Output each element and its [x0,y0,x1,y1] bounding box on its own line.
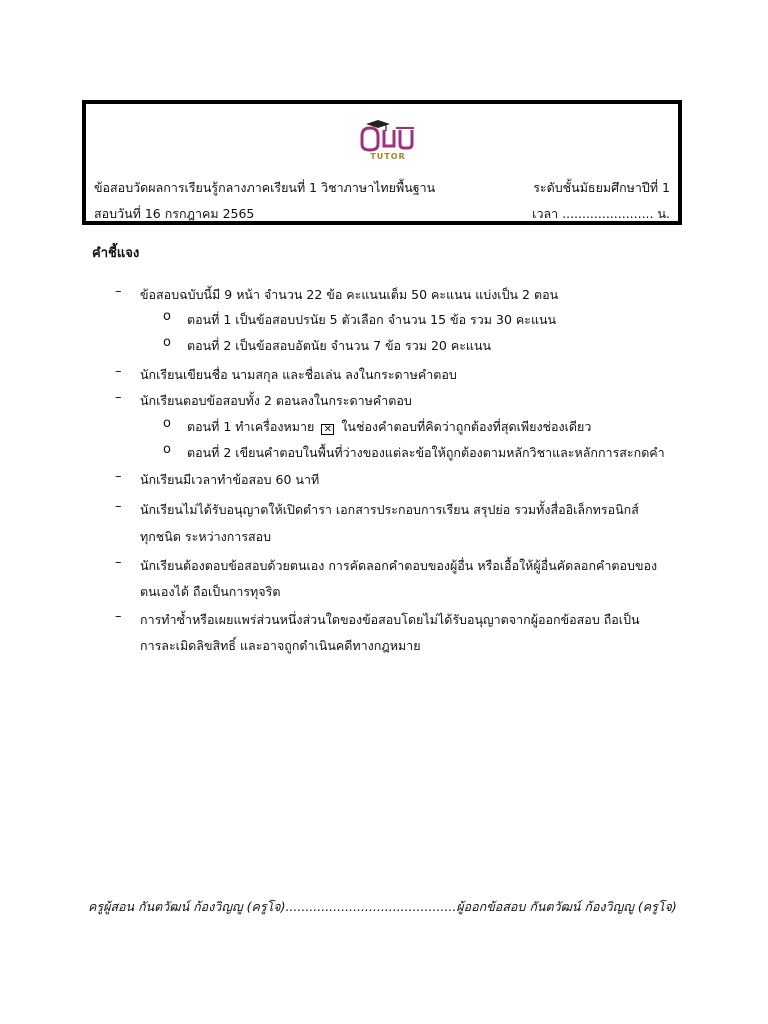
dash-bullet: – [115,609,122,624]
instruction-item: นักเรียนต้องตอบข้อสอบด้วยตนเอง การคัดลอกคำตอบของผู้อื่น หรือเอื้อให้ผู้อื่นคัดลอกคำตอบของ [140,558,658,573]
instruction-subitem: ตอนที่ 1 เป็นข้อสอบปรนัย 5 ตัวเลือก จำนวน 15 ข้อ รวม 30 คะแนน [187,312,557,327]
x-mark-box-icon: ✕ [321,424,334,435]
tutor-logo [356,118,420,168]
dash-bullet: – [115,284,122,299]
instruction-item: นักเรียนตอบข้อสอบทั้ง 2 ตอนลงในกระดาษคำตอบ [140,393,412,408]
instruction-item: ข้อสอบฉบับนี้มี 9 หน้า จำนวน 22 ข้อ คะแนนเต็ม 50 คะแนน แบ่งเป็น 2 ตอน [140,287,559,302]
instruction-item: นักเรียนมีเวลาทำข้อสอบ 60 นาที [140,472,320,487]
mark-instruction-text: ตอนที่ 1 ทำเครื่องหมาย [187,419,315,434]
grade-level: ระดับชั้นมัธยมศึกษาปีที่ 1 [533,180,670,195]
exam-subject-line: ข้อสอบวัดผลการเรียนรู้กลางภาคเรียนที่ 1 วิชาภาษาไทยพื้นฐาน [94,180,436,195]
instruction-subitem: ตอนที่ 2 เขียนคำตอบในพื้นที่ว่างของแต่ละข้อให้ถูกต้องตามหลักวิชาและหลักการสะกดคำ [187,445,665,460]
dash-bullet: – [115,499,122,514]
circle-bullet: o [163,309,171,324]
instruction-item-continued: ตนเองได้ ถือเป็นการทุจริต [140,584,281,599]
circle-bullet: o [163,442,171,457]
exam-header-box [82,100,682,225]
instruction-item: นักเรียนไม่ได้รับอนุญาตให้เปิดตำรา เอกสารประกอบการเรียน สรุปย่อ รวมทั้งสื่ออิเล็กทรอนิกส์ [140,502,639,517]
teacher-signature-line: ครูผู้สอน กันตวัฒน์ ก้องวิญญู (ครูโจ)...........................................ผู้ออกข้อสอบ กันตวัฒน์ ก้องวิญญู (ครูโจ) [88,899,677,914]
circle-bullet: o [163,416,171,431]
instruction-item-continued: ทุกชนิด ระหว่างการสอบ [140,529,272,544]
instruction-subitem: ตอนที่ 2 เป็นข้อสอบอัตนัย จำนวน 7 ข้อ รวม 20 คะแนน [187,338,492,353]
logo-wordmark: TUTOR [370,152,406,161]
instructions-title: คำชี้แจง [92,246,140,261]
exam-time: เวลา ....................... น. [532,206,670,221]
instruction-item-continued: การละเมิดลิขสิทธิ์ และอาจถูกดำเนินคดีทางกฎหมาย [140,638,421,653]
mark-instruction-rest: ในช่องคำตอบที่คิดว่าถูกต้องที่สุดเพียงช่องเดียว [341,419,592,434]
instruction-item: การทำซ้ำหรือเผยแพร่ส่วนหนึ่งส่วนใดของข้อสอบโดยไม่ได้รับอนุญาตจากผู้ออกข้อสอบ ถือเป็น [140,612,640,627]
dash-bullet: – [115,364,122,379]
dash-bullet: – [115,469,122,484]
dash-bullet: – [115,390,122,405]
exam-date: สอบวันที่ 16 กรกฎาคม 2565 [94,206,255,221]
instruction-item: นักเรียนเขียนชื่อ นามสกุล และชื่อเล่น ลงในกระดาษคำตอบ [140,367,457,382]
dash-bullet: – [115,555,122,570]
circle-bullet: o [163,335,171,350]
instruction-subitem [187,417,591,437]
